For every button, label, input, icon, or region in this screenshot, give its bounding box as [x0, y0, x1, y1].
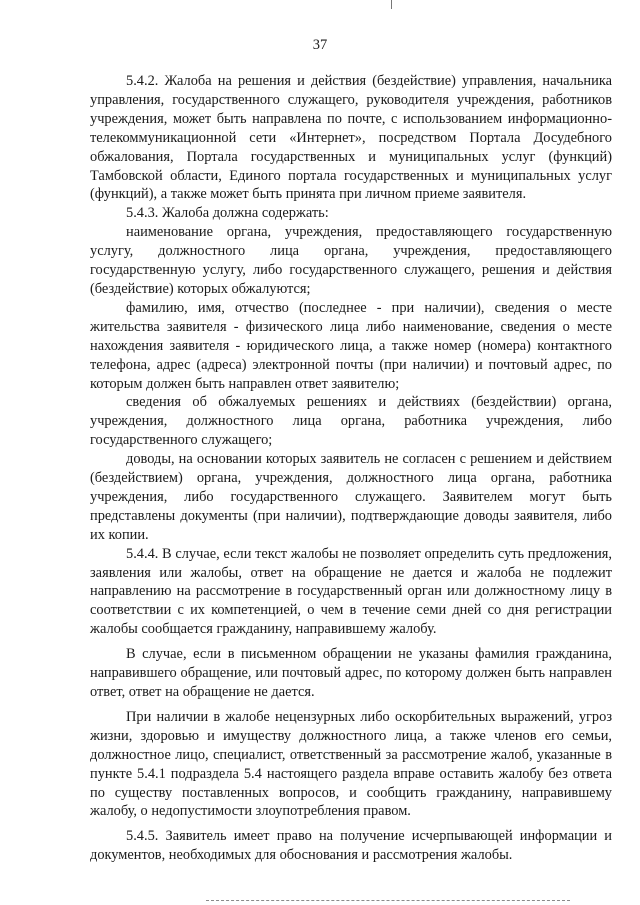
- paragraph-no-address: В случае, если в письменном обращении не указаны фамилия гражданина, направившего обращение, или почтовый адрес, по которому должен быть направлен ответ, ответ на обращение не дается.: [90, 646, 612, 700]
- page-number: 37: [312, 37, 328, 53]
- document-body: [90, 72, 612, 865]
- list-item-decisions-info: сведения об обжалуемых решениях и действиях (бездействии) органа, учреждения, должностного лица органа, работника учреждения, либо государственного служащего;: [90, 394, 612, 449]
- scan-mark: [391, 0, 392, 9]
- list-item-organ-name: наименование органа, учреждения, предоставляющего государственную услугу, должностного лица органа, учреждения, предоставляющего государственную услугу, либо государственного служащего, решения и действия (бездействие) которых обжалуются;: [90, 224, 612, 297]
- scan-bottom-line: [206, 900, 570, 901]
- list-item-applicant-details: фамилию, имя, отчество (последнее - при наличии), сведения о месте жительства заявителя - физического лица либо наименование, сведения о месте нахождения заявителя - юридического лица, а также номер (номера) контактного телефона, адрес (адреса) электронной почты (при наличии) и почтовый адрес, по которым должен быть направлен ответ заявителю;: [90, 299, 612, 392]
- list-item-arguments: доводы, на основании которых заявитель не согласен с решением и действием (бездействием) органа, учреждения, должностного лица органа, работника учреждения, либо государственного служащего. Заявителем могут быть представлены документы (при наличии), подтверждающие доводы заявителя, либо их копии.: [90, 451, 612, 543]
- paragraph-5-4-2: 5.4.2. Жалоба на решения и действия (бездействие) управления, начальника управления, государственного служащего, руководителя учреждения, работников учреждения, может быть направлена по почте, с использованием информационно-телекоммуникационной сети «Интернет», посредством Портала Досудебного обжалования, Портала государственных и муниципальных услуг (функций) Тамбовской области, Единого портала государственных и муниципальных услуг (функций), а также может быть принята при личном приеме заявителя.: [90, 73, 612, 203]
- paragraph-5-4-3: 5.4.3. Жалоба должна содержать:: [126, 205, 329, 222]
- paragraph-5-4-4: 5.4.4. В случае, если текст жалобы не позволяет определить суть предложения, заявления или жалобы, ответ на обращение не дается и жалоба не подлежит направлению на рассмотрение в государственный орган или должностному лицу в соответствии с их компетенцией, о чем в течение семи дней со дня регистрации жалобы сообщается гражданину, направившему жалобу.: [90, 545, 612, 638]
- paragraph-5-4-5: 5.4.5. Заявитель имеет право на получение исчерпывающей информации и документов, необходимых для обоснования и рассмотрения жалобы.: [90, 828, 612, 864]
- paragraph-obscene-content: При наличии в жалобе нецензурных либо оскорбительных выражений, угроз жизни, здоровью и имуществу должностного лица, а также членов его семьи, должностное лицо, специалист, ответственный за рассмотрение жалоб, указанные в пункте 5.4.1 подраздела 5.4 настоящего раздела вправе оставить жалобу без ответа по существу поставленных вопросов, и сообщить гражданину, направившему жалобу, о недопустимости злоупотребления правом.: [90, 708, 612, 820]
